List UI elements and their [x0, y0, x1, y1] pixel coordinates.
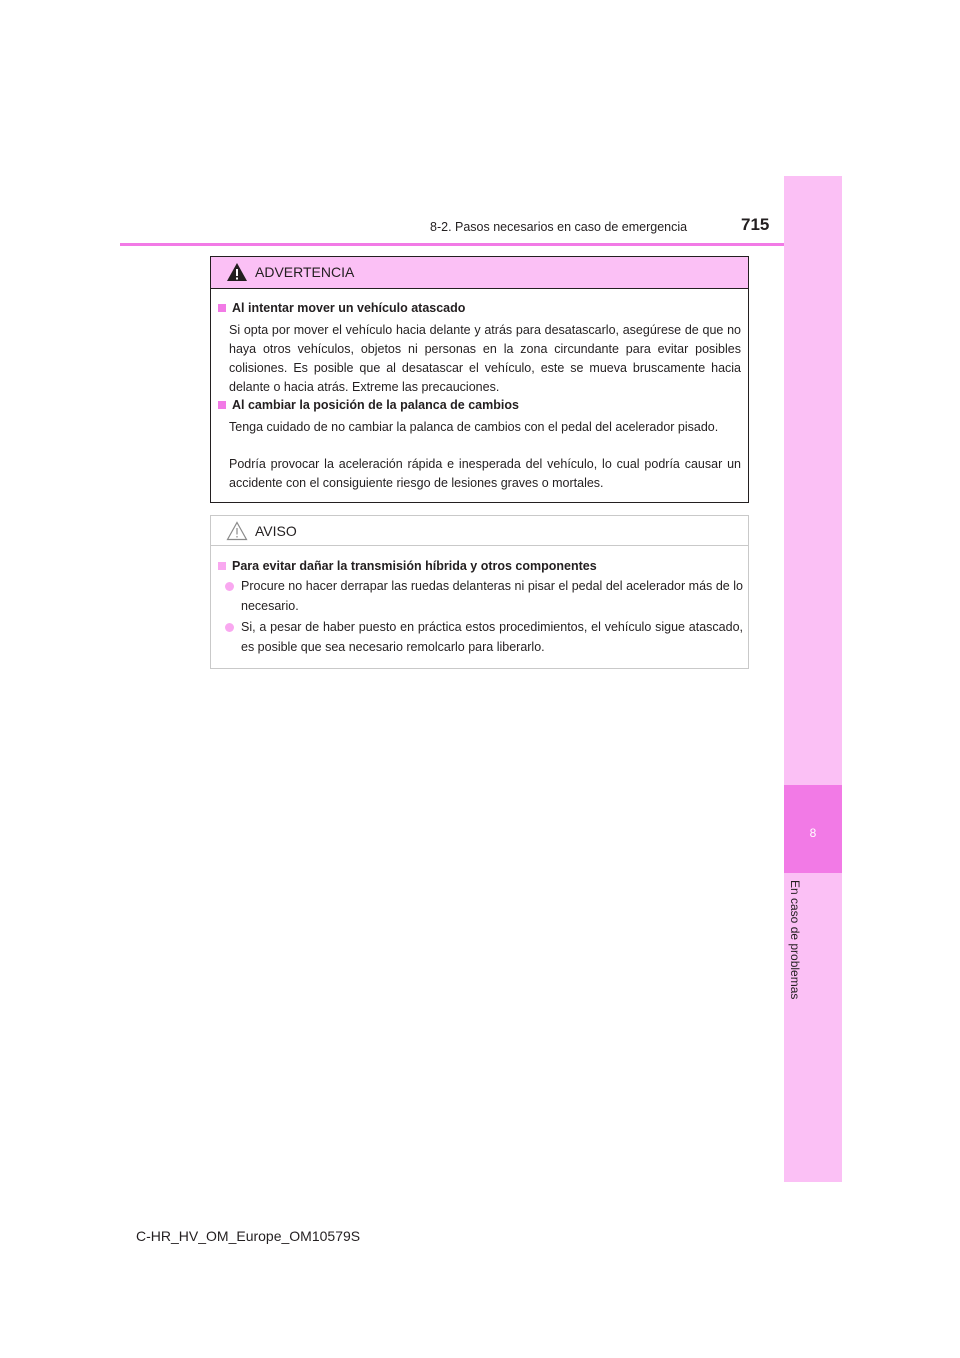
notice-item-heading-text: Para evitar dañar la transmisión híbrida y otros componentes [232, 559, 597, 573]
warning-paragraph: Tenga cuidado de no cambiar la palanca de cambios con el pedal del acelerador pisado. [229, 420, 719, 434]
chapter-title: En caso de problemas [788, 880, 802, 1000]
warning-paragraph: Si opta por mover el vehículo hacia delante y atrás para desatascarlo, asegúrese de que no haya otros vehículos, objetos ni personas en la zona circundante para evitar posibles colisiones. Es posible que al desatascar el vehículo, este se mueva bruscamente hacia delante o hacia atrás. Extreme las precauciones. [229, 323, 741, 394]
caution-triangle-outline-icon [226, 521, 248, 541]
notice-bullet-text: Si, a pesar de haber puesto en práctica estos procedimientos, el vehículo sigue atascado, es posible que sea necesario remolcarlo para liberarlo. [241, 620, 743, 654]
notice-bullet [225, 618, 743, 657]
notice-bullet-text: Procure no hacer derrapar las ruedas delanteras ni pisar el pedal del acelerador más de lo necesario. [241, 579, 743, 613]
notice-header [211, 516, 748, 546]
square-bullet-icon [218, 562, 226, 570]
warning-item-heading [218, 301, 465, 315]
side-tab [784, 176, 842, 1182]
section-title: 8-2. Pasos necesarios en caso de emergencia [430, 220, 688, 234]
square-bullet-icon [218, 304, 226, 312]
warning-header [211, 257, 748, 289]
notice-bullet [225, 577, 743, 616]
header-rule [120, 243, 842, 246]
warning-paragraph: Podría provocar la aceleración rápida e inesperada del vehículo, lo cual podría causar un accidente con el consiguiente riesgo de lesiones graves o mortales. [229, 457, 741, 490]
warning-box [210, 256, 749, 503]
warning-item-heading [218, 398, 519, 412]
warning-triangle-icon [226, 262, 248, 282]
warning-item-heading-text: Al cambiar la posición de la palanca de cambios [232, 398, 519, 412]
chapter-number: 8 [809, 826, 817, 840]
notice-box [210, 515, 749, 669]
circle-bullet-icon [225, 623, 234, 632]
page-number: 715 [741, 215, 770, 234]
warning-title: ADVERTENCIA [255, 264, 355, 280]
document-code: C-HR_HV_OM_Europe_OM10579S [136, 1228, 361, 1244]
square-bullet-icon [218, 401, 226, 409]
warning-item-heading-text: Al intentar mover un vehículo atascado [232, 301, 466, 315]
notice-title: AVISO [255, 523, 297, 539]
circle-bullet-icon [225, 582, 234, 591]
notice-item-heading [218, 559, 597, 573]
